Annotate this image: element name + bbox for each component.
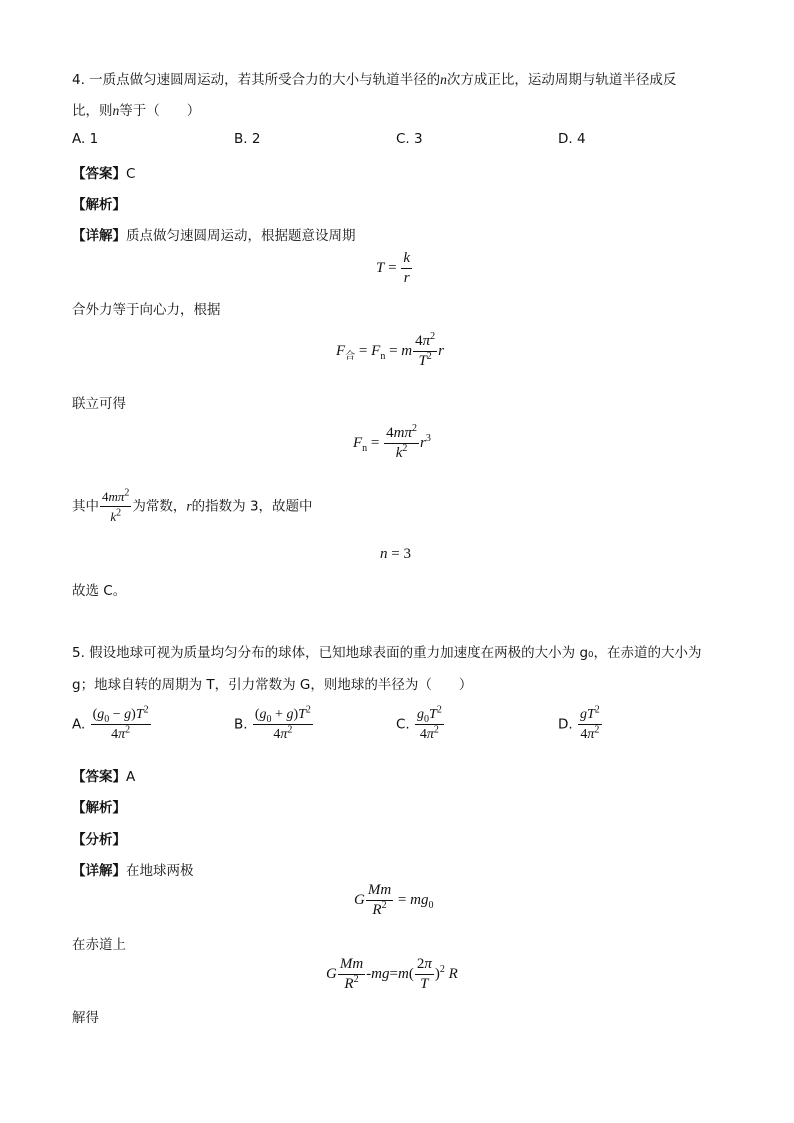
q5-option-a-label: A.	[72, 716, 86, 733]
q4-stem-text-b: 次方成正比，运动周期与轨道半径成反	[446, 72, 677, 88]
q5-option-b-label: B.	[234, 716, 248, 733]
q5-text-equator: 在赤道上	[72, 937, 126, 953]
q4-analysis-tag: 【解析】	[72, 197, 126, 213]
q4-detail-tag: 【详解】	[72, 228, 126, 244]
q5-fenxi	[72, 828, 126, 848]
q4-analysis	[72, 193, 126, 213]
q5-eq-equator: G $\frac{Mm}{R^2}$ -mg=m( $\frac{2\pi}{T}$ )$^2$ R	[326, 956, 458, 992]
q5-analysis	[72, 796, 126, 816]
q5-detail	[72, 859, 194, 879]
q4-eq-result: n = 3	[380, 546, 411, 562]
q4-sub-n: n	[380, 350, 386, 362]
q4-answer-value: C	[126, 166, 136, 182]
q4-stem-text-a: 4. 一质点做匀速圆周运动，若其所受合力的大小与轨道半径的	[72, 72, 441, 88]
q4-option-a: A. 1	[72, 131, 99, 147]
q4-eq-combined: $F_n$ = $\frac{4m\pi^2}{k^2}$ $r^3$	[353, 423, 431, 461]
q5-eq-sign: =	[389, 965, 398, 982]
q5-option-c-formula: $\frac{g_0T^2}{4\pi^2}$	[417, 704, 442, 742]
q4-option-c: C. 3	[396, 131, 423, 147]
q5-text-solve: 解得	[72, 1010, 99, 1026]
q5-option-a-formula: $\frac{(g_0 - g)T^2}{4\pi^2}$	[92, 704, 149, 742]
q4-where-r: r	[186, 498, 192, 514]
q4-where-a: 其中	[72, 498, 99, 515]
q4-option-b: B. 2	[234, 131, 261, 147]
q5-option-d-label: D.	[558, 716, 573, 733]
q4-option-d: D. 4	[558, 131, 586, 147]
q5-stem-line2: g；地球自转的周期为 T，引力常数为 G，则地球的半径为（ ）	[72, 677, 473, 693]
q5-eq-pole: G $\frac{Mm}{R^2}$ = $mg_0$	[354, 882, 434, 918]
q4-detail	[72, 224, 356, 244]
q4-sub-he: 合	[345, 350, 356, 362]
q4-detail-text: 质点做匀速圆周运动，根据题意设周期	[126, 228, 356, 244]
q4-text-select: 故选 C。	[72, 583, 127, 599]
q4-stem-line1	[72, 68, 676, 88]
q4-where-c: 的指数为 3，故题中	[191, 498, 313, 515]
q4-where-fraction: $\frac{4m\pi^2}{k^2}$	[102, 487, 130, 524]
q4-eq-force: $F_合 = F_n = m$ $\frac{4\pi^2}{T^2}$ r	[336, 331, 444, 369]
q5-detail-text: 在地球两极	[126, 863, 194, 879]
q5-fenxi-tag: 【分析】	[72, 832, 126, 848]
q5-option-c-label: C.	[396, 716, 410, 733]
q4-answer-tag: 【答案】	[72, 166, 126, 182]
q5-stem-line1: 5. 假设地球可视为质量均匀分布的球体，已知地球表面的重力加速度在两极的大小为 g₀，在赤道的大小为	[72, 645, 702, 661]
q5-option-b-formula: $\frac{(g_0 + g)T^2}{4\pi^2}$	[254, 704, 311, 742]
q4-text-where	[72, 488, 313, 525]
q5-analysis-tag: 【解析】	[72, 800, 126, 816]
q5-detail-tag: 【详解】	[72, 863, 126, 879]
q4-where-b: 为常数，	[132, 498, 187, 515]
q4-text-force: 合外力等于向心力，根据	[72, 302, 221, 318]
q5-minus-mg: -mg	[366, 965, 390, 982]
q4-stem-line2	[72, 99, 200, 119]
q4-stem-text-d: 等于（ ）	[119, 103, 201, 119]
q5-option-c	[396, 706, 445, 743]
q4-stem-text-c: 比，则	[72, 103, 113, 119]
q5-option-d	[558, 706, 603, 743]
q4-text-combine: 联立可得	[72, 396, 126, 412]
q5-option-d-formula: $\frac{gT^2}{4\pi^2}$	[579, 704, 600, 742]
q5-option-a	[72, 706, 152, 743]
q5-answer-tag: 【答案】	[72, 769, 126, 785]
q4-sub-n-2: n	[362, 442, 368, 454]
q5-answer-value: A	[126, 769, 136, 785]
q5-answer	[72, 765, 135, 785]
q4-stem-n-2: n	[112, 103, 120, 118]
q4-stem-n: n	[440, 72, 447, 87]
q5-option-b	[234, 706, 314, 743]
q4-eq-period: T = $\frac{k}{r}$	[376, 250, 410, 286]
q4-answer	[72, 162, 135, 182]
